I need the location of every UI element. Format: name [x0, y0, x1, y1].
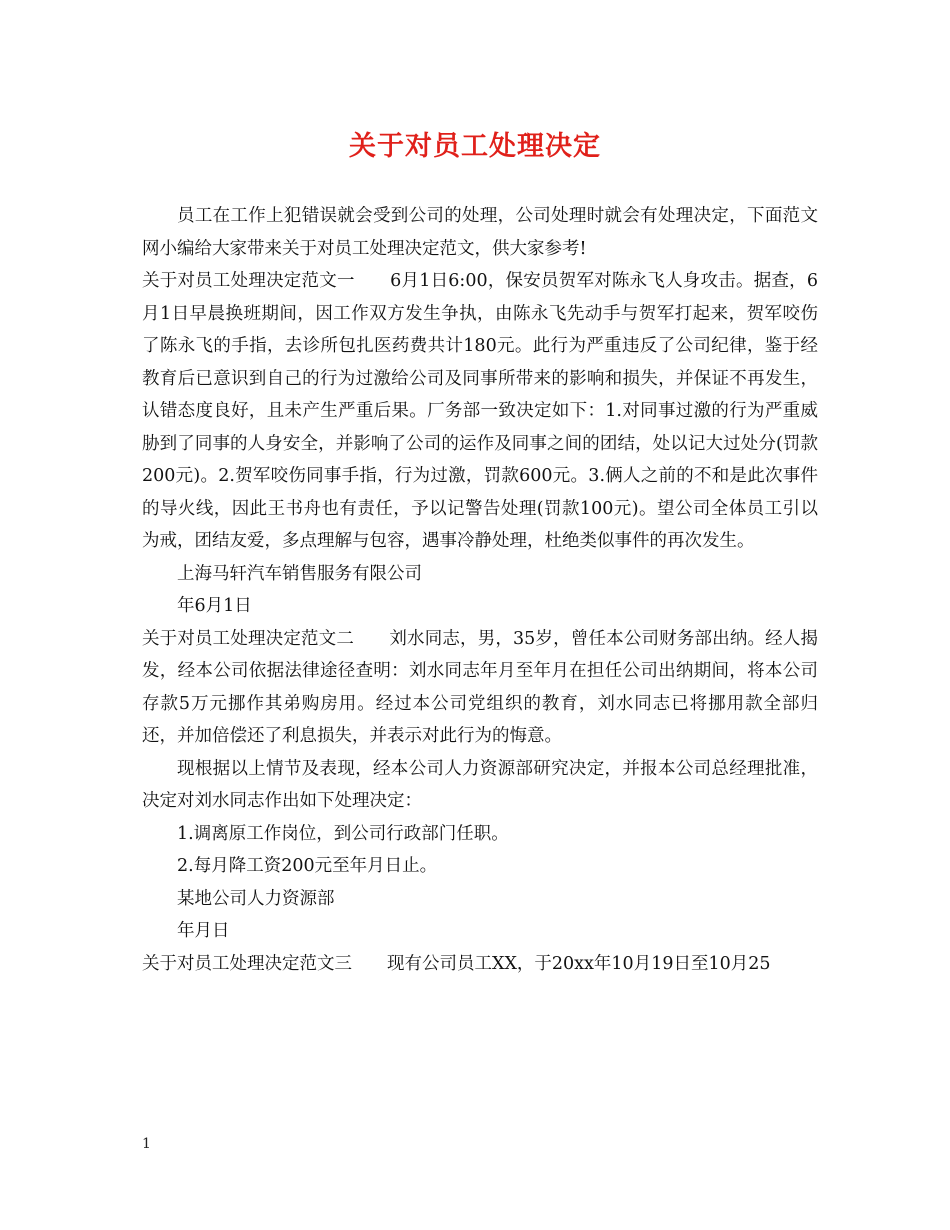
signature-date: 年6月1日 [177, 596, 252, 616]
paragraph-sample-two: 关于对员工处理决定范文二 刘水同志，男，35岁，曾任本公司财务部出纳。经人揭发，经本公司依据法律途径查明：刘水同志年月至年月在担任公司出纳期间，将本公司存款5万元挪作其弟购房用。经过本公司党组织的教育，刘水同志已将挪用款全部归还，并加倍偿还了利息损失，并表示对此行为的悔意。 [142, 628, 818, 746]
paragraph-sample-three: 关于对员工处理决定范文三 现有公司员工XX，于20xx年10月19日至10月25 [142, 953, 771, 974]
document-title: 关于对员工处理决定 [349, 131, 601, 162]
decision-item-1: 1.调离原工作岗位，到公司行政部门任职。 [177, 823, 509, 844]
paragraph-decision-basis: 现根据以上情节及表现，经本公司人力资源部研究决定，并报本公司总经理批准，决定对刘水同志作出如下处理决定： [142, 758, 818, 811]
department-date: 年月日 [177, 921, 230, 941]
document-body [142, 200, 818, 980]
company-signature: 上海马轩汽车销售服务有限公司 [177, 563, 422, 584]
department-signature: 某地公司人力资源部 [177, 888, 335, 909]
decision-item-2: 2.每月降工资200元至年月日止。 [177, 856, 438, 876]
page-number: 1 [142, 1136, 151, 1152]
paragraph-sample-one: 关于对员工处理决定范文一 6月1日6:00，保安员贺军对陈永飞人身攻击。据查，6月1日早晨换班期间，因工作双方发生争执，由陈永飞先动手与贺军打起来，贺军咬伤了陈永飞的手指，去诊所包扎医药费共计180元。此行为严重违反了公司纪律，鉴于经教育后已意识到自己的行为过激给公司及同事所带来的影响和损失，并保证不再发生，认错态度良好，且未产生严重后果。厂务部一致决定如下：1.对同事过激的行为严重威胁到了同事的人身安全，并影响了公司的运作及同事之间的团结，处以记大过处分(罚款200元)。2.贺军咬伤同事手指，行为过激，罚款600元。3.俩人之前的不和是此次事件的导火线，因此王书舟也有责任，予以记警告处理(罚款100元)。望公司全体员工引以为戒，团结友爱，多点理解与包容，遇事冷静处理，杜绝类似事件的再次发生。 [142, 271, 818, 551]
paragraph-intro: 员工在工作上犯错误就会受到公司的处理，公司处理时就会有处理决定，下面范文网小编给大家带来关于对员工处理决定范文，供大家参考! [142, 206, 818, 259]
